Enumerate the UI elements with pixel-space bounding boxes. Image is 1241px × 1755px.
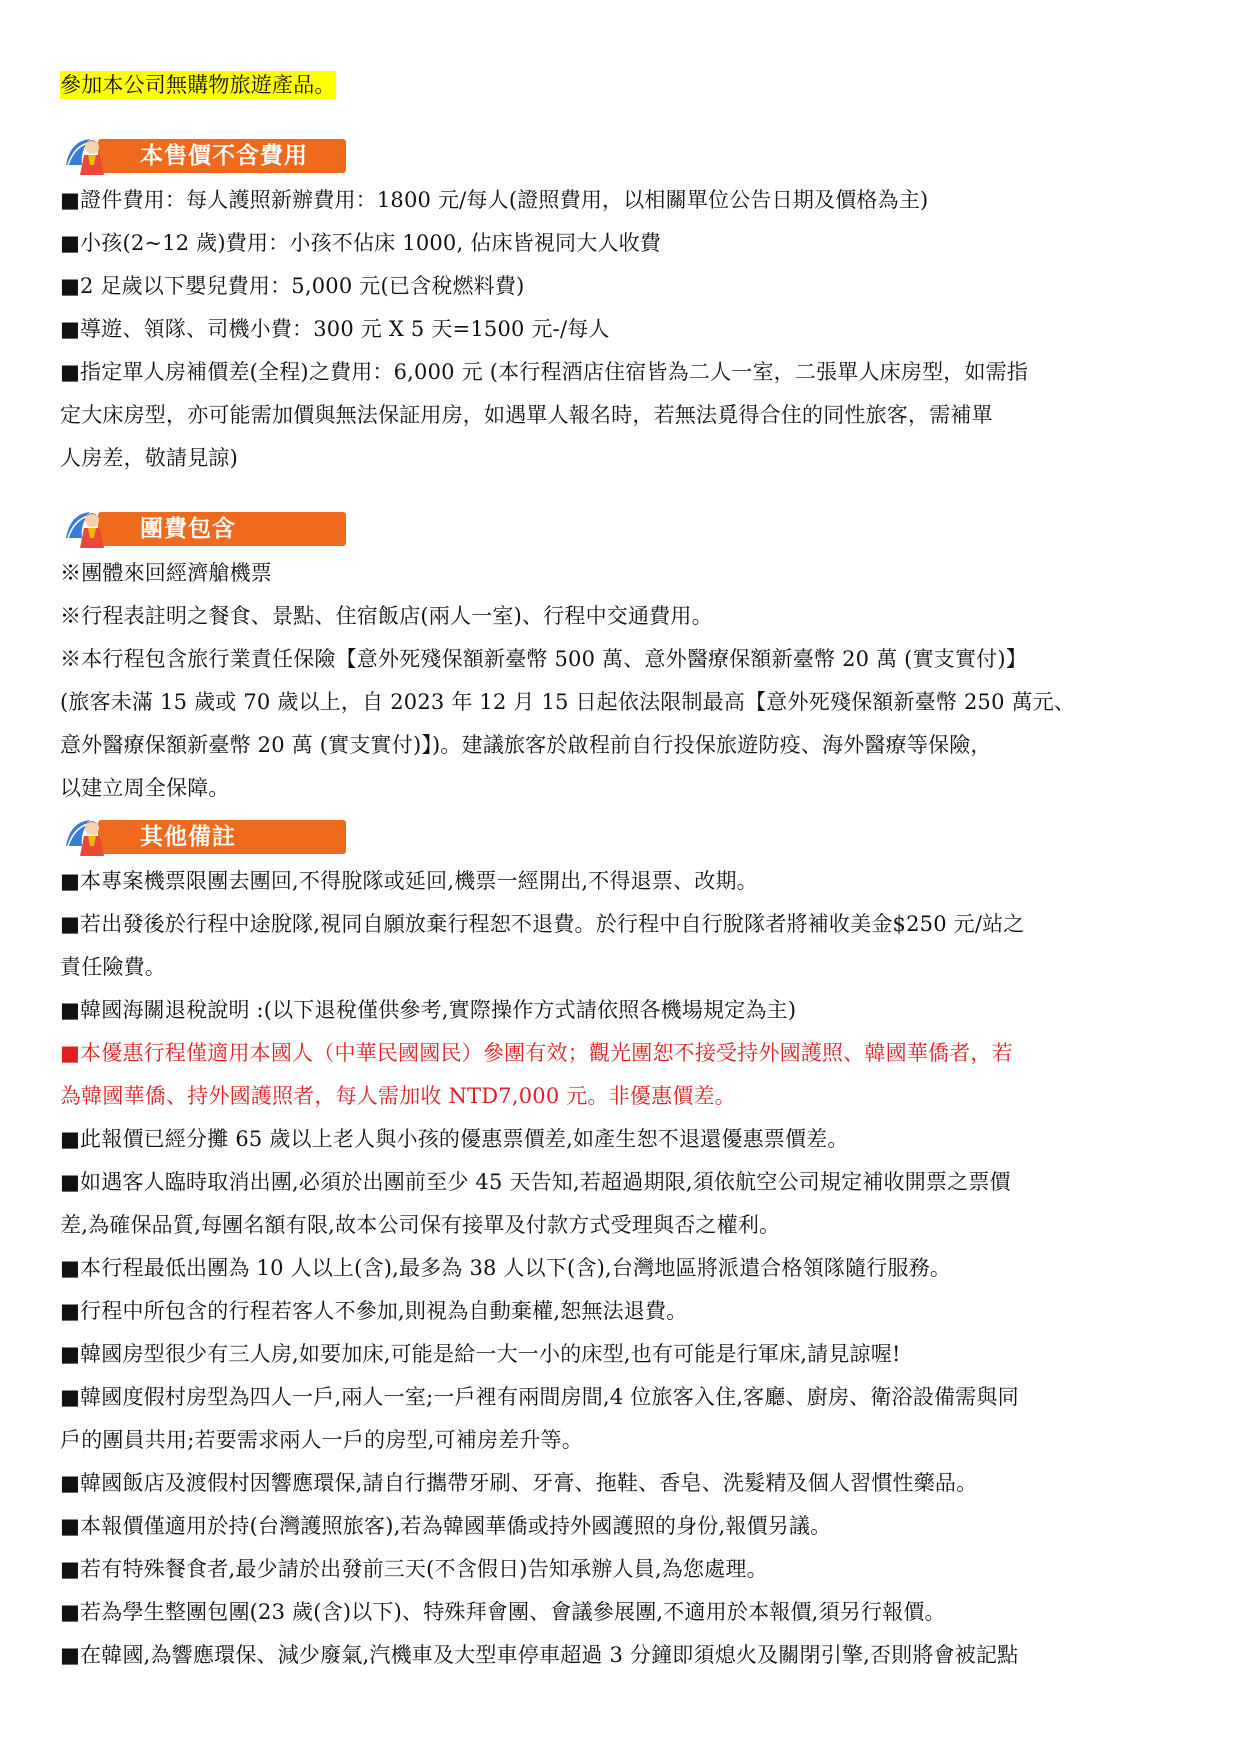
notes-warning-line: 為韓國華僑、持外國護照者，每人需加收 NTD7,000 元。非優惠價差。 (60, 1084, 736, 1108)
section-header-excluded (60, 135, 1190, 179)
notes-line: ■本行程最低出團為 10 人以上(含),最多為 38 人以下(含),台灣地區將派遣合格領隊隨行服務。 (60, 1256, 952, 1280)
section-title: 團費包含 (140, 516, 236, 542)
included-line: ※行程表註明之餐食、景點、住宿飯店(兩人一室)、行程中交通費用。 (60, 604, 713, 628)
intro-line (60, 64, 1190, 107)
notes-line: 差,為確保品質,每團名額有限,故本公司保有接單及付款方式受理與否之權利。 (60, 1213, 781, 1237)
excluded-line: ■導遊、領隊、司機小費：300 元 X 5 天=1500 元-/每人 (60, 317, 610, 341)
notes-line: ■韓國飯店及渡假村因響應環保,請自行攜帶牙刷、牙膏、拖鞋、香皂、洗髮精及個人習慣性藥品。 (60, 1471, 978, 1495)
section-title: 本售價不含費用 (140, 143, 308, 169)
included-line: 以建立周全保障。 (60, 776, 230, 800)
fan-lady-icon (60, 508, 114, 550)
notes-line: ■行程中所包含的行程若客人不參加,則視為自動棄權,恕無法退費。 (60, 1299, 688, 1323)
notes-line: 戶的團員共用;若要需求兩人一戶的房型,可補房差升等。 (60, 1428, 583, 1452)
notes-line: ■若出發後於行程中途脫隊,視同自願放棄行程恕不退費。於行程中自行脫隊者將補收美金$250 元/站之 (60, 912, 1025, 936)
highlighted-intro: 參加本公司無購物旅遊產品。 (60, 73, 336, 97)
notes-line: ■若有特殊餐食者,最少請於出發前三天(不含假日)告知承辦人員,為您處理。 (60, 1557, 768, 1581)
excluded-line: 定大床房型，亦可能需加價與無法保証用房，如遇單人報名時，若無法覓得合住的同性旅客，需補單 (60, 403, 993, 427)
notes-line: ■韓國海關退稅說明 :(以下退稅僅供參考,實際操作方式請依照各機場規定為主) (60, 998, 797, 1022)
notes-line: ■此報價已經分攤 65 歲以上老人與小孩的優惠票價差,如產生恕不退還優惠票價差。 (60, 1127, 849, 1151)
excluded-line: ■指定單人房補價差(全程)之費用：6,000 元 (本行程酒店住宿皆為二人一室，二張單人床房型，如需指 (60, 360, 1029, 384)
fan-lady-icon (60, 816, 114, 858)
notes-line: ■在韓國,為響應環保、減少廢氣,汽機車及大型車停車超過 3 分鐘即須熄火及關閉引擎,否則將會被記點 (60, 1643, 1019, 1667)
notes-warning-line: ■本優惠行程僅適用本國人（中華民國國民）參團有效；觀光團恕不接受持外國護照、韓國華僑者，若 (60, 1041, 1013, 1065)
notes-line: ■本專案機票限團去團回,不得脫隊或延回,機票一經開出,不得退票、改期。 (60, 869, 758, 893)
included-line: ※團體來回經濟艙機票 (60, 561, 272, 585)
excluded-line: ■2 足歲以下嬰兒費用：5,000 元(已含稅燃料費) (60, 274, 525, 298)
spacer (60, 107, 1190, 129)
document-page (60, 64, 1190, 1677)
notes-line: ■如遇客人臨時取消出團,必須於出團前至少 45 天告知,若超過期限,須依航空公司規定補收開票之票價 (60, 1170, 1011, 1194)
fan-lady-icon (60, 135, 114, 177)
notes-line: ■本報價僅適用於持(台灣護照旅客),若為韓國華僑或持外國護照的身份,報價另議。 (60, 1514, 832, 1538)
section-header-notes (60, 816, 1190, 860)
included-line: ※本行程包含旅行業責任保險【意外死殘保額新臺幣 500 萬、意外醫療保額新臺幣 20 萬 (實支實付)】 (60, 647, 1027, 671)
excluded-line: 人房差，敬請見諒) (60, 446, 238, 470)
excluded-line: ■證件費用：每人護照新辦費用：1800 元/每人(證照費用，以相關單位公告日期及價格為主) (60, 188, 929, 212)
notes-line: 責任險費。 (60, 955, 166, 979)
included-line: 意外醫療保額新臺幣 20 萬 (實支實付)】)。建議旅客於啟程前自行投保旅遊防疫、海外醫療等保險， (60, 733, 992, 757)
spacer (60, 480, 1190, 502)
notes-line: ■韓國度假村房型為四人一戶,兩人一室;一戶裡有兩間房間,4 位旅客入住,客廳、廚房、衛浴設備需與同 (60, 1385, 1019, 1409)
section-title: 其他備註 (140, 824, 236, 850)
excluded-line: ■小孩(2~12 歲)費用：小孩不佔床 1000, 佔床皆視同大人收費 (60, 231, 662, 255)
notes-line: ■若為學生整團包團(23 歲(含)以下)、特殊拜會團、會議參展團,不適用於本報價,須另行報價。 (60, 1600, 946, 1624)
section-header-included (60, 508, 1190, 552)
notes-line: ■韓國房型很少有三人房,如要加床,可能是給一大一小的床型,也有可能是行軍床,請見諒喔! (60, 1342, 901, 1366)
included-line: (旅客未滿 15 歲或 70 歲以上，自 2023 年 12 月 15 日起依法限制最高【意外死殘保額新臺幣 250 萬元、 (60, 690, 1076, 714)
